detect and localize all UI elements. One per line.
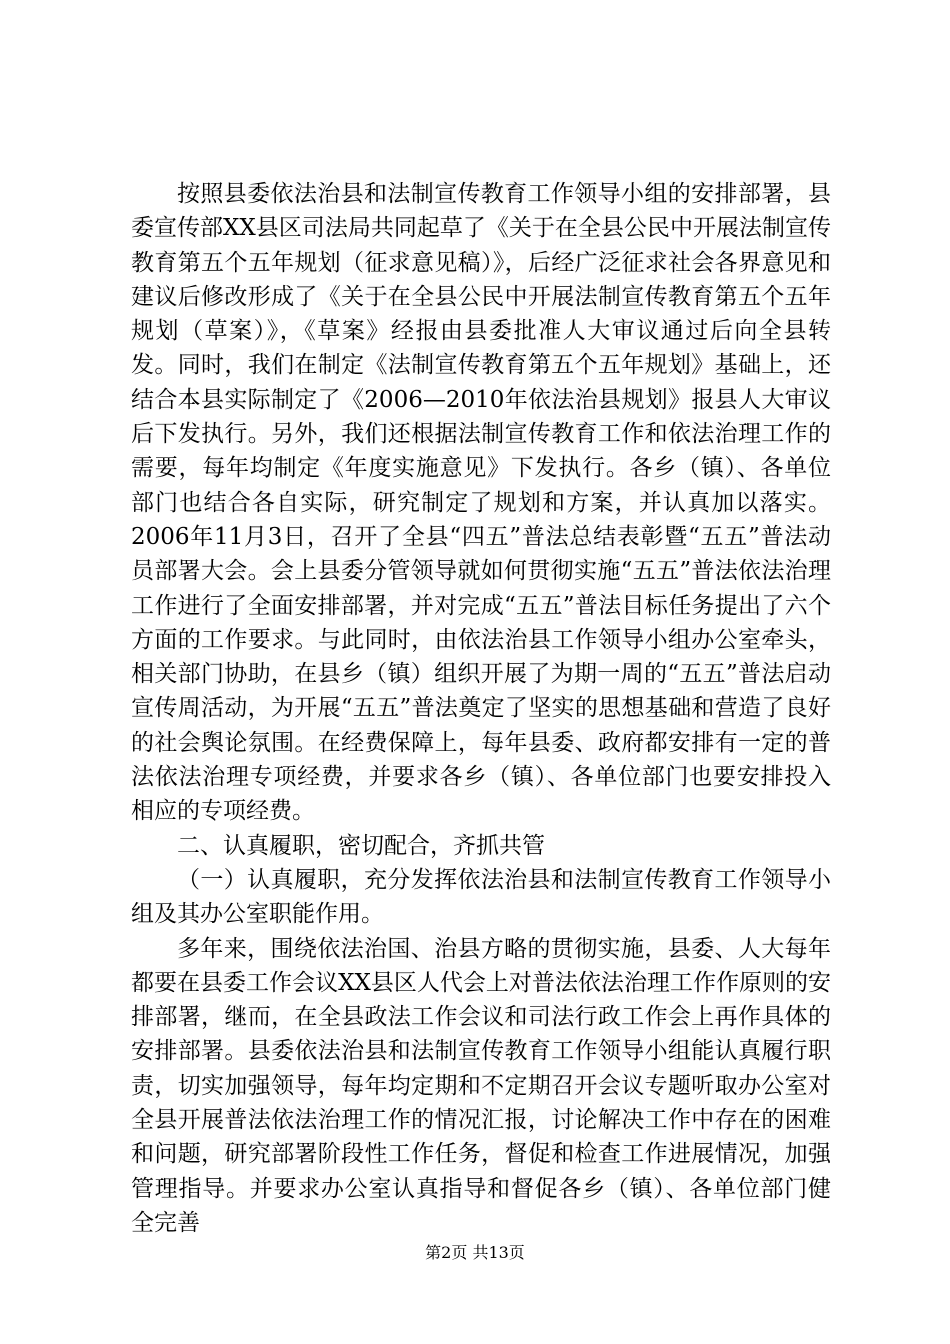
subsection-heading: （一）认真履职，充分发挥依法治县和法制宣传教育工作领导小组及其办公室职能作用。 xyxy=(131,866,831,928)
section-heading: 二、认真履职，密切配合，齐抓共管 xyxy=(177,832,545,859)
document-body xyxy=(131,177,831,1240)
paragraph: 按照县委依法治县和法制宣传教育工作领导小组的安排部署，县委宣传部XX县区司法局共同起草了《关于在全县公民中开展法制宣传教育第五个五年规划（征求意见稿）》，后经广泛征求社会各界意见和建议后修改形成了《关于在全县公民中开展法制宣传教育第五个五年规划（草案）》，《草案》经报由县委批准人大审议通过后向全县转发。同时，我们在制定《法制宣传教育第五个五年规划》基础上，还结合本县实际制定了《2006—2010年依法治县规划》报县人大审议后下发执行。另外，我们还根据法制宣传教育工作和依法治理工作的需要，每年均制定《年度实施意见》下发执行。各乡（镇）、各单位部门也结合各自实际，研究制定了规划和方案，并认真加以落实。2006年11月3日，召开了全县“四五”普法总结表彰暨“五五”普法动员部署大会。会上县委分管领导就如何贯彻实施“五五”普法依法治理工作进行了全面安排部署，并对完成“五五”普法目标任务提出了六个方面的工作要求。与此同时，由依法治县工作领导小组办公室牵头，相关部门协助，在县乡（镇）组织开展了为期一周的“五五”普法启动宣传周活动，为开展“五五”普法奠定了坚实的思想基础和营造了良好的社会舆论氛围。在经费保障上，每年县委、政府都安排有一定的普法依法治理专项经费，并要求各乡（镇）、各单位部门也要安排投入相应的专项经费。 xyxy=(131,181,831,825)
page-number-footer: 第2页 共13页 xyxy=(425,1243,525,1262)
paragraph: 多年来，围绕依法治国、治县方略的贯彻实施，县委、人大每年都要在县委工作会议XX县区人代会上对普法依法治理工作作原则的安排部署，继而，在全县政法工作会议和司法行政工作会上再作具体的安排部署。县委依法治县和法制宣传教育工作领导小组能认真履行职责，切实加强领导，每年均定期和不定期召开会议专题听取办公室对全县开展普法依法治理工作的情况汇报，讨论解决工作中存在的困难和问题，研究部署阶段性工作任务，督促和检查工作进展情况，加强管理指导。并要求办公室认真指导和督促各乡（镇）、各单位部门健全完善 xyxy=(131,935,831,1236)
